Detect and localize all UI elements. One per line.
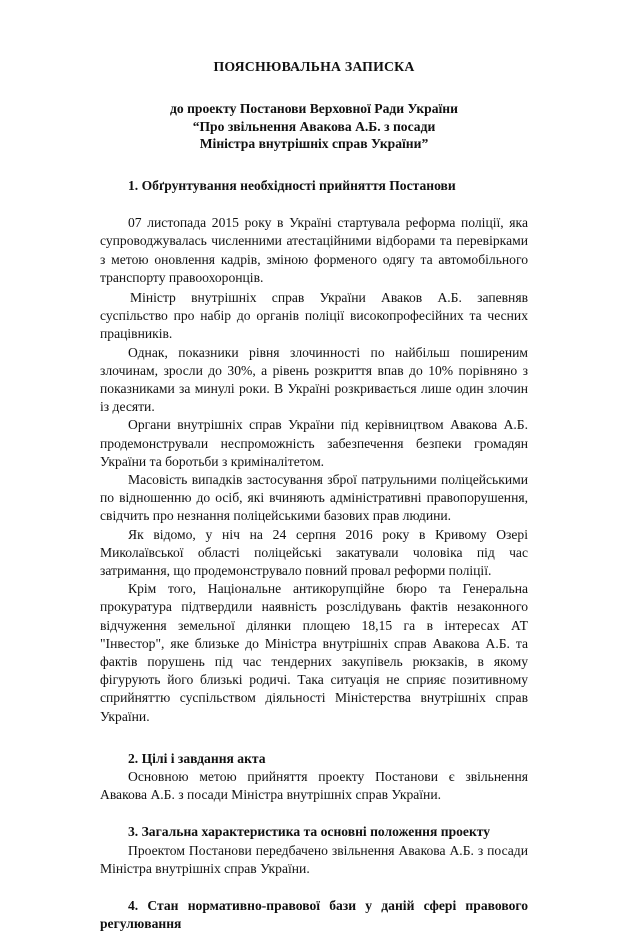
section-2-paragraph: Основною метою прийняття проекту Постанови є звільнення Авакова А.Б. з посади Міністра внутрішніх справ України. bbox=[100, 769, 528, 803]
section-4-heading: 4. Стан нормативно-правової бази у даній сфері правового регулювання bbox=[100, 898, 528, 932]
section-1-heading: 1. Обґрунтування необхідності прийняття Постанови bbox=[128, 177, 456, 193]
subtitle-line-1: до проекту Постанови Верховної Ради України bbox=[170, 101, 458, 117]
section-1-paragraph-7: Крім того, Національне антикорупційне бюро та Генеральна прокуратура підтвердили наявність розслідувань фактів незаконного відчуження земельної ділянки площею 18,15 га в інтересах АТ "Інвестор", яке близьке до Міністра внутрішніх справ Авакова А.Б. та фактів порушень під час тендерних закупівель рюкзаків, в якому фігурують його близькі родичі. Така ситуація не сприяє позитивному сприйняттю суспільством діяльності Міністерства внутрішніх справ України. bbox=[100, 581, 528, 724]
document-title: ПОЯСНЮВАЛЬНА ЗАПИСКА bbox=[213, 59, 415, 74]
section-2-heading: 2. Цілі і завдання акта bbox=[128, 750, 266, 766]
section-1-paragraph-5: Масовість випадків застосування зброї патрульними поліцейськими по відношенню до осіб, які вчиняють адміністративні правопорушення, свідчить про незнання поліцейськими базових прав людини. bbox=[100, 472, 528, 524]
section-1-paragraph-2: Міністр внутрішніх справ України Аваков А.Б. запевняв суспільство про набір до органів поліції високопрофесійних та чесних працівників. bbox=[100, 290, 528, 342]
section-1-paragraph-1: 07 листопада 2015 року в Україні стартувала реформа поліції, яка супроводжувалась численними атестаційними відборами та перевірками з метою оновлення кадрів, зміною форменого одягу та автомобільного транспорту правоохоронців. bbox=[100, 215, 528, 285]
section-1-paragraph-3: Однак, показники рівня злочинності по найбільш поширеним злочинам, зросли до 30%, а рівень розкриття впав до 10% порівняно з показниками за минулі роки. В Україні розкривається лише один злочин із десяти. bbox=[100, 344, 528, 415]
section-3-heading: 3. Загальна характеристика та основні положення проекту bbox=[128, 824, 491, 840]
subtitle-line-3: Міністра внутрішніх справ України” bbox=[199, 136, 429, 152]
section-1-paragraph-6: Як відомо, у ніч на 24 серпня 2016 року в Кривому Озері Миколаївської області поліцейські закатували чоловіка під час затримання, що продемонструвало повний провал реформи поліції. bbox=[100, 526, 528, 579]
section-3-paragraph: Проектом Постанови передбачено звільнення Авакова А.Б. з посади Міністра внутрішніх справ України. bbox=[100, 842, 528, 876]
subtitle-line-2: “Про звільнення Авакова А.Б. з посади bbox=[192, 118, 436, 134]
section-1-paragraph-4: Органи внутрішніх справ України під керівництвом Авакова А.Б. продемонстрували неспроможність забезпечення безпеки громадян України та боротьби з криміналітетом. bbox=[100, 417, 528, 469]
